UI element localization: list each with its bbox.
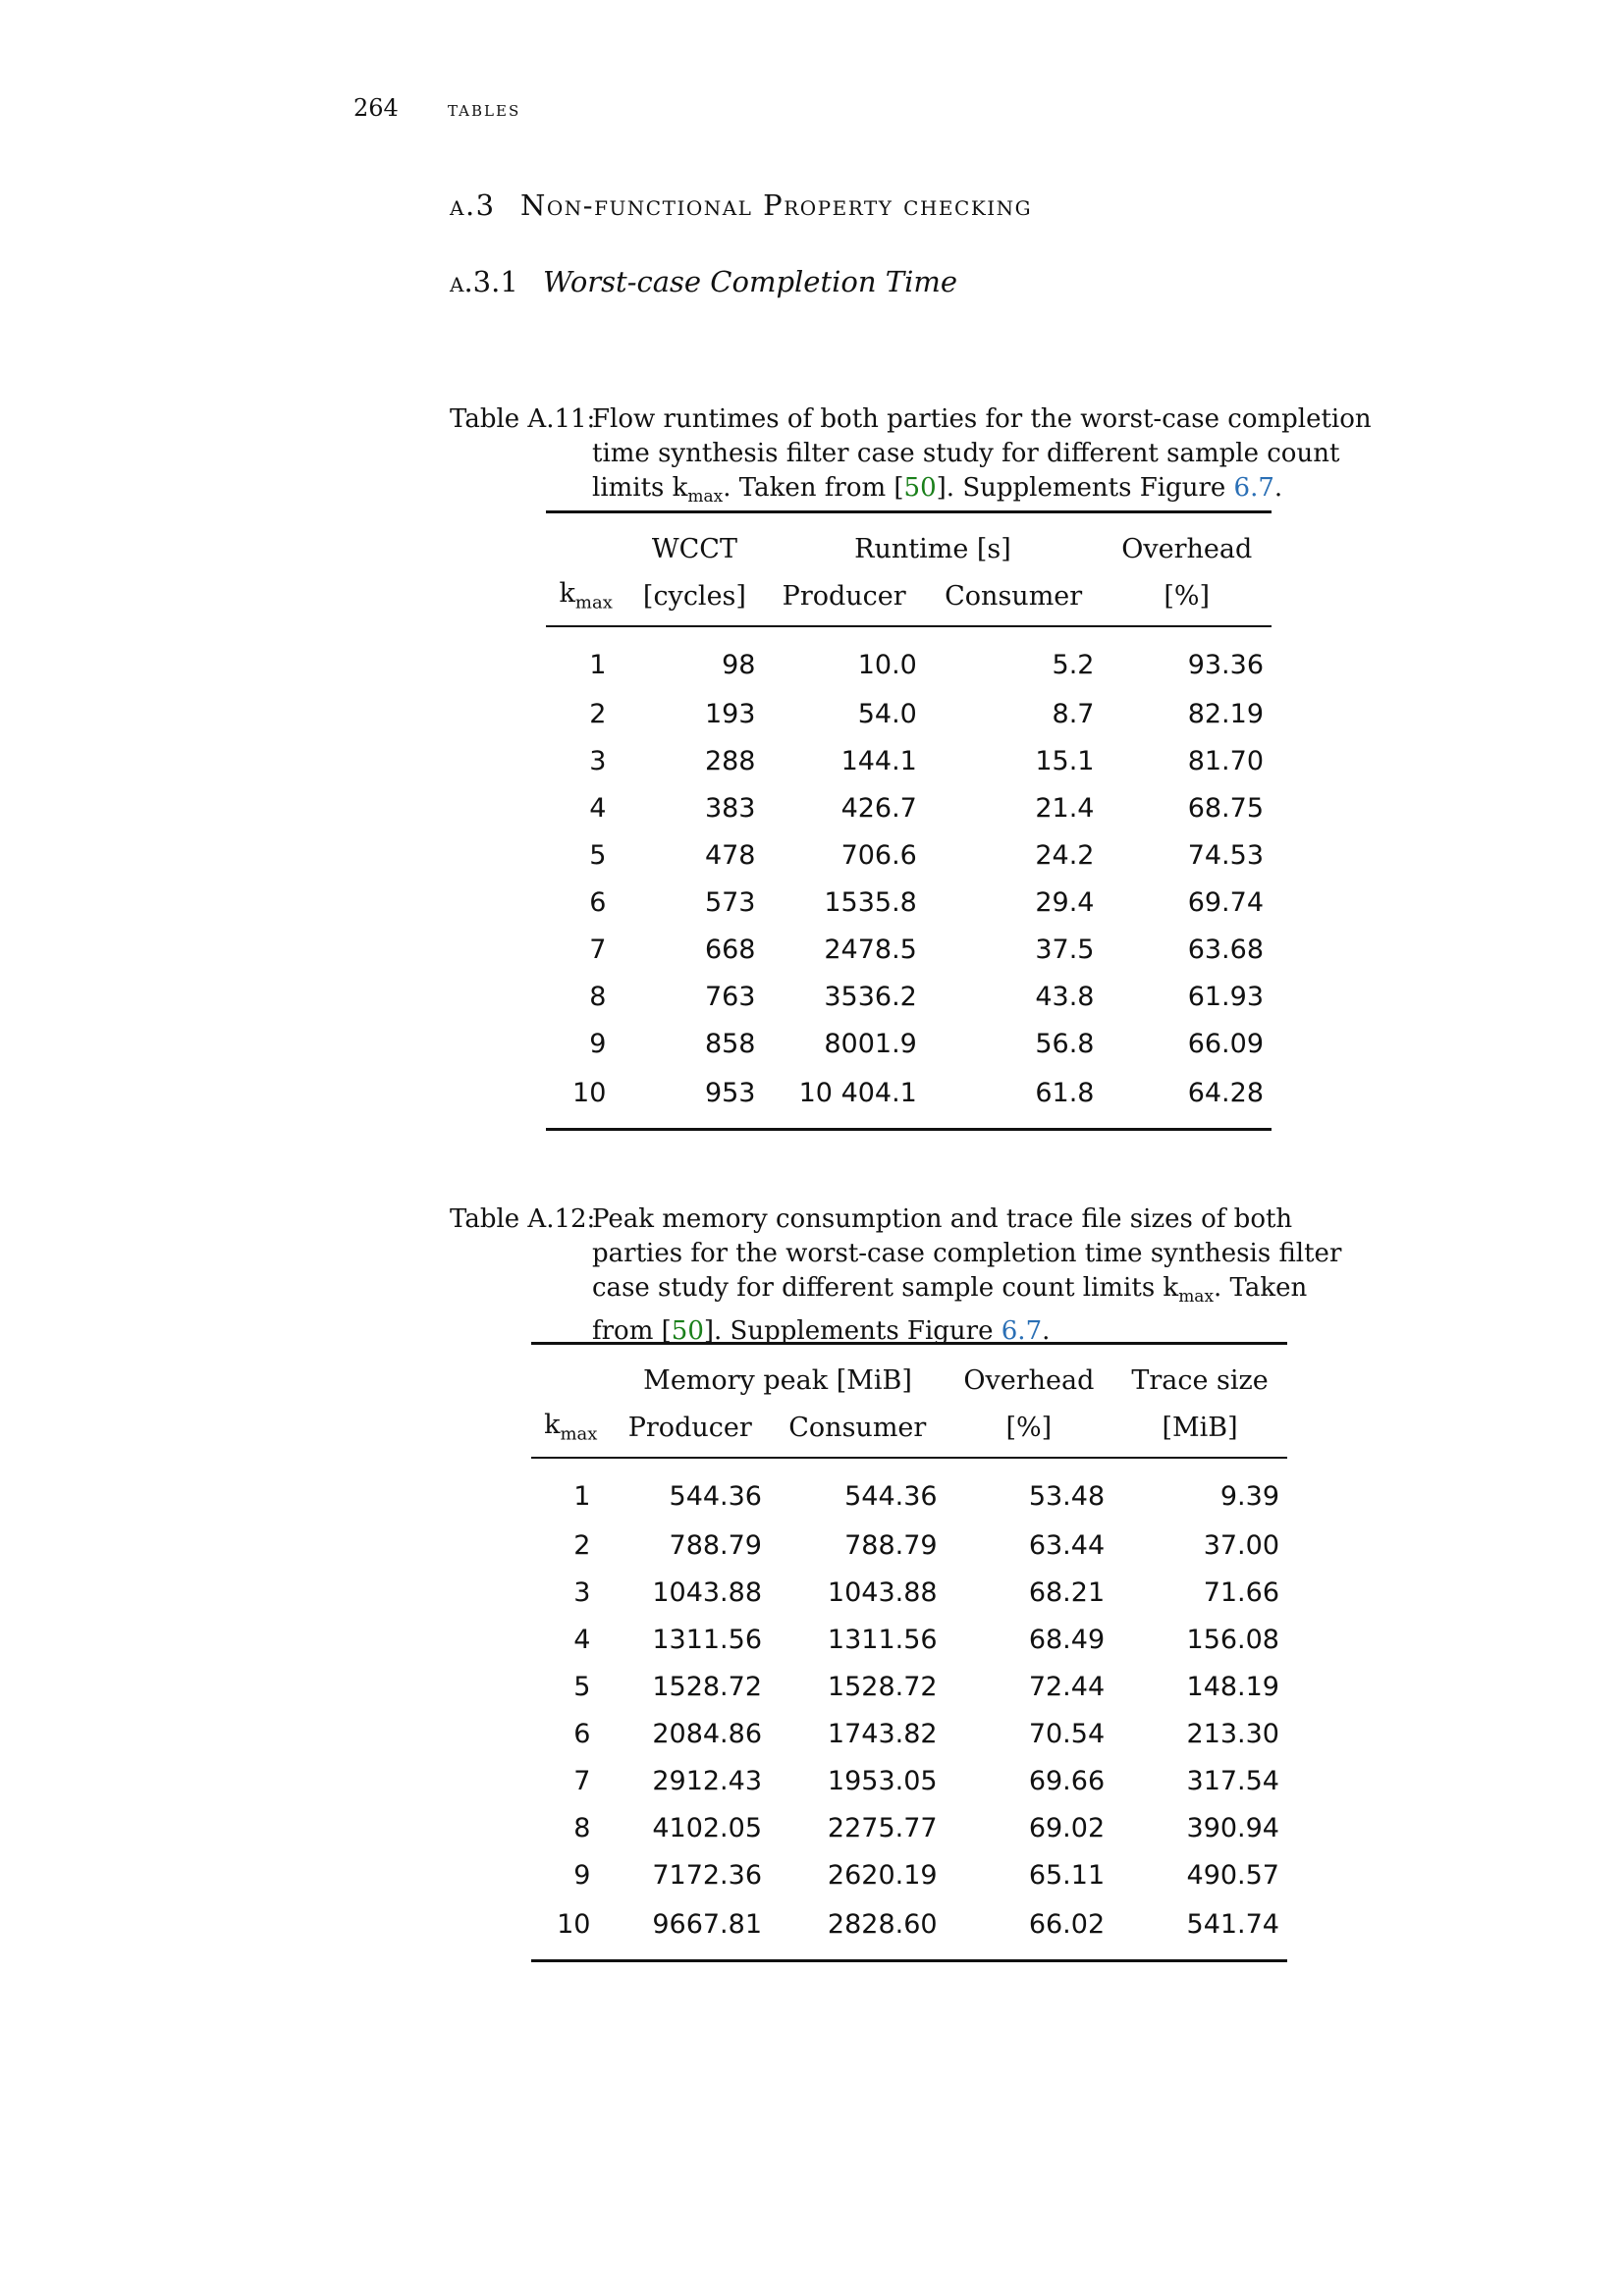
table-row — [546, 973, 1272, 1020]
table-cell: 54.0 — [857, 698, 917, 729]
caption-text: . Taken from [ — [723, 473, 904, 503]
table-row — [531, 1804, 1287, 1851]
table-cell: 68.75 — [1187, 792, 1264, 824]
table-cell: 37.5 — [1035, 934, 1095, 965]
kmax-label: k — [544, 1410, 561, 1441]
table-cell: 8 — [573, 1812, 591, 1843]
table-cell: 2275.77 — [827, 1812, 938, 1843]
table-cell: 1043.88 — [827, 1576, 938, 1608]
table-cell: 2620.19 — [827, 1859, 938, 1891]
table-cell: 573 — [704, 886, 756, 918]
kmax-subscript: max — [560, 1423, 598, 1445]
header-cell: [MiB] — [1112, 1404, 1287, 1458]
table-cell: 98 — [722, 649, 756, 680]
caption-subscript: max — [1178, 1287, 1215, 1308]
table-cell: 68.21 — [1028, 1576, 1106, 1608]
table-cell: 7172.36 — [652, 1859, 762, 1891]
table-cell: 56.8 — [1035, 1028, 1095, 1059]
table-cell: 72.44 — [1028, 1671, 1106, 1702]
header-cell — [546, 572, 625, 626]
table-cell: 29.4 — [1035, 886, 1095, 918]
table-cell: 317.54 — [1186, 1765, 1279, 1796]
runtime-table — [546, 510, 1272, 1131]
header-cell: Overhead — [963, 1364, 1095, 1396]
table-cell: 858 — [704, 1028, 756, 1059]
table-cell: 706.6 — [840, 839, 917, 871]
header-cell: Producer — [610, 1404, 770, 1458]
table-cell: 478 — [704, 839, 756, 871]
table-row — [546, 831, 1272, 879]
table-cell: 788.79 — [844, 1529, 938, 1561]
table-row — [546, 1020, 1272, 1067]
table-cell: 37.00 — [1203, 1529, 1279, 1561]
table-cell: 61.8 — [1035, 1077, 1095, 1108]
kmax-label: k — [559, 578, 575, 610]
table-cell: 61.93 — [1187, 981, 1264, 1012]
table-caption — [450, 402, 1373, 514]
table-cell: 6 — [589, 886, 607, 918]
header-cell: WCCT — [651, 533, 737, 564]
table-cell: 1953.05 — [827, 1765, 938, 1796]
table-row — [531, 1663, 1287, 1710]
table-cell: 69.02 — [1028, 1812, 1106, 1843]
caption-text: Flow runtimes of both parties for the worst-case completion time synthesis filter case study for different sample count limits k — [592, 404, 1372, 503]
header-cell: [%] — [1102, 572, 1272, 626]
table-cell: 1 — [589, 649, 607, 680]
caption-text: . — [1042, 1316, 1051, 1347]
table-cell: 3 — [573, 1576, 591, 1608]
table-row — [546, 784, 1272, 831]
table-cell: 66.02 — [1028, 1908, 1106, 1940]
table-row — [531, 1710, 1287, 1757]
table-cell: 148.19 — [1186, 1671, 1279, 1702]
table-cell: 82.19 — [1187, 698, 1264, 729]
table-cell: 66.09 — [1187, 1028, 1264, 1059]
table-cell: 24.2 — [1035, 839, 1095, 871]
table-cell: 3 — [589, 745, 607, 776]
table-cell: 69.74 — [1187, 886, 1264, 918]
table-caption — [450, 1202, 1373, 1349]
table-cell: 8 — [589, 981, 607, 1012]
table-cell: 193 — [704, 698, 756, 729]
table-cell: 63.44 — [1028, 1529, 1106, 1561]
table-row — [546, 737, 1272, 784]
table-cell: 156.08 — [1186, 1624, 1279, 1655]
table-cell: 953 — [704, 1077, 756, 1108]
table-label: Table A.12: — [450, 1204, 596, 1234]
table-cell: 68.49 — [1028, 1624, 1106, 1655]
table-cell: 1311.56 — [827, 1624, 938, 1655]
table-cell: 65.11 — [1028, 1859, 1106, 1891]
caption-text: . — [1273, 473, 1283, 503]
table-cell: 2084.86 — [652, 1718, 762, 1749]
table-cell: 288 — [704, 745, 756, 776]
table-cell: 668 — [704, 934, 756, 965]
memory-table — [531, 1342, 1287, 1962]
table-cell: 2478.5 — [824, 934, 917, 965]
header-cell: Memory peak [MiB] — [643, 1364, 912, 1396]
table-cell: 4 — [573, 1624, 591, 1655]
table-row — [546, 1067, 1272, 1130]
table-cell: 69.66 — [1028, 1765, 1106, 1796]
caption-text: . Taken from [ — [592, 1273, 1308, 1347]
table-cell: 383 — [704, 792, 756, 824]
caption-text: ]. Supplements Figure — [703, 1316, 1001, 1347]
table-cell: 541.74 — [1186, 1908, 1279, 1940]
table-cell: 490.57 — [1186, 1859, 1279, 1891]
figure-link[interactable]: 6.7 — [1001, 1316, 1043, 1347]
table-cell: 1743.82 — [827, 1718, 938, 1749]
caption-subscript: max — [687, 487, 724, 507]
citation-link[interactable]: 50 — [671, 1316, 704, 1347]
table-cell: 788.79 — [669, 1529, 762, 1561]
header-cell — [531, 1404, 610, 1458]
header-cell: Consumer — [925, 572, 1103, 626]
table-cell: 53.48 — [1028, 1480, 1106, 1512]
table-row — [546, 690, 1272, 737]
figure-link[interactable]: 6.7 — [1233, 473, 1274, 503]
table-label: Table A.11: — [450, 404, 596, 434]
header-cell: Runtime [s] — [854, 533, 1011, 564]
running-section-title: tables — [448, 97, 521, 122]
table-cell: 5 — [573, 1671, 591, 1702]
table-cell: 15.1 — [1035, 745, 1095, 776]
table-row — [531, 1757, 1287, 1804]
table-cell: 1043.88 — [652, 1576, 762, 1608]
table-cell: 74.53 — [1187, 839, 1264, 871]
section-heading — [450, 188, 1032, 222]
table-cell: 2912.43 — [652, 1765, 762, 1796]
table-cell: 10.0 — [857, 649, 917, 680]
table-row — [546, 626, 1272, 690]
table-cell: 1535.8 — [824, 886, 917, 918]
table-cell: 2 — [589, 698, 607, 729]
header-cell — [546, 512, 625, 573]
header-cell: Producer — [763, 572, 924, 626]
table-cell: 4 — [589, 792, 607, 824]
header-cell — [531, 1344, 610, 1405]
table-cell: 5.2 — [1052, 649, 1095, 680]
section-title: Non-functional Property checking — [520, 188, 1033, 222]
table-cell: 63.68 — [1187, 934, 1264, 965]
table-cell: 1528.72 — [652, 1671, 762, 1702]
caption-text: ]. Supplements Figure — [936, 473, 1234, 503]
table-row — [531, 1458, 1287, 1522]
table-cell: 2828.60 — [827, 1908, 938, 1940]
table-cell: 763 — [704, 981, 756, 1012]
table-row — [546, 926, 1272, 973]
table-cell: 10 404.1 — [798, 1077, 917, 1108]
table-row — [546, 879, 1272, 926]
table-cell: 5 — [589, 839, 607, 871]
table-cell: 144.1 — [840, 745, 917, 776]
table-cell: 64.28 — [1187, 1077, 1264, 1108]
table-row — [531, 1522, 1287, 1569]
table-cell: 93.36 — [1187, 649, 1264, 680]
table-cell: 544.36 — [844, 1480, 938, 1512]
table-cell: 10 — [557, 1908, 591, 1940]
table-cell: 390.94 — [1186, 1812, 1279, 1843]
header-cell: [%] — [946, 1404, 1113, 1458]
citation-link[interactable]: 50 — [903, 473, 937, 503]
header-cell: Trace size — [1131, 1364, 1269, 1396]
subsection-title: Worst-case Completion Time — [543, 265, 958, 298]
subsection-heading — [450, 265, 957, 298]
table-cell: 4102.05 — [652, 1812, 762, 1843]
table-cell: 9667.81 — [652, 1908, 762, 1940]
table-cell: 6 — [573, 1718, 591, 1749]
table-cell: 21.4 — [1035, 792, 1095, 824]
table-cell: 9 — [573, 1859, 591, 1891]
table-row — [531, 1851, 1287, 1898]
table-cell: 7 — [589, 934, 607, 965]
header-cell: Overhead — [1121, 533, 1253, 564]
page-number: 264 — [353, 94, 399, 122]
table-cell: 8.7 — [1052, 698, 1095, 729]
table-cell: 1528.72 — [827, 1671, 938, 1702]
table-cell: 544.36 — [669, 1480, 762, 1512]
table-row — [531, 1616, 1287, 1663]
table-row — [531, 1569, 1287, 1616]
table-cell: 213.30 — [1186, 1718, 1279, 1749]
table-cell: 9.39 — [1219, 1480, 1279, 1512]
caption-text: Peak memory consumption and trace file sizes of both parties for the worst-case completion time synthesis filter case study for different sample count limits k — [592, 1204, 1342, 1303]
subsection-number: a.3.1 — [450, 265, 518, 298]
table-cell: 10 — [572, 1077, 607, 1108]
table-cell: 8001.9 — [824, 1028, 917, 1059]
table-cell: 9 — [589, 1028, 607, 1059]
running-header — [353, 94, 520, 122]
table-cell: 43.8 — [1035, 981, 1095, 1012]
header-cell: [cycles] — [625, 572, 763, 626]
table-cell: 7 — [573, 1765, 591, 1796]
table-cell: 70.54 — [1028, 1718, 1106, 1749]
table-cell: 1 — [573, 1480, 591, 1512]
table-cell: 426.7 — [840, 792, 917, 824]
section-number: a.3 — [450, 188, 496, 222]
table-cell: 2 — [573, 1529, 591, 1561]
table-cell: 81.70 — [1187, 745, 1264, 776]
kmax-subscript: max — [574, 592, 613, 614]
header-cell: Consumer — [770, 1404, 946, 1458]
table-cell: 1311.56 — [652, 1624, 762, 1655]
table-cell: 71.66 — [1203, 1576, 1279, 1608]
table-cell: 3536.2 — [824, 981, 917, 1012]
table-row — [531, 1898, 1287, 1961]
